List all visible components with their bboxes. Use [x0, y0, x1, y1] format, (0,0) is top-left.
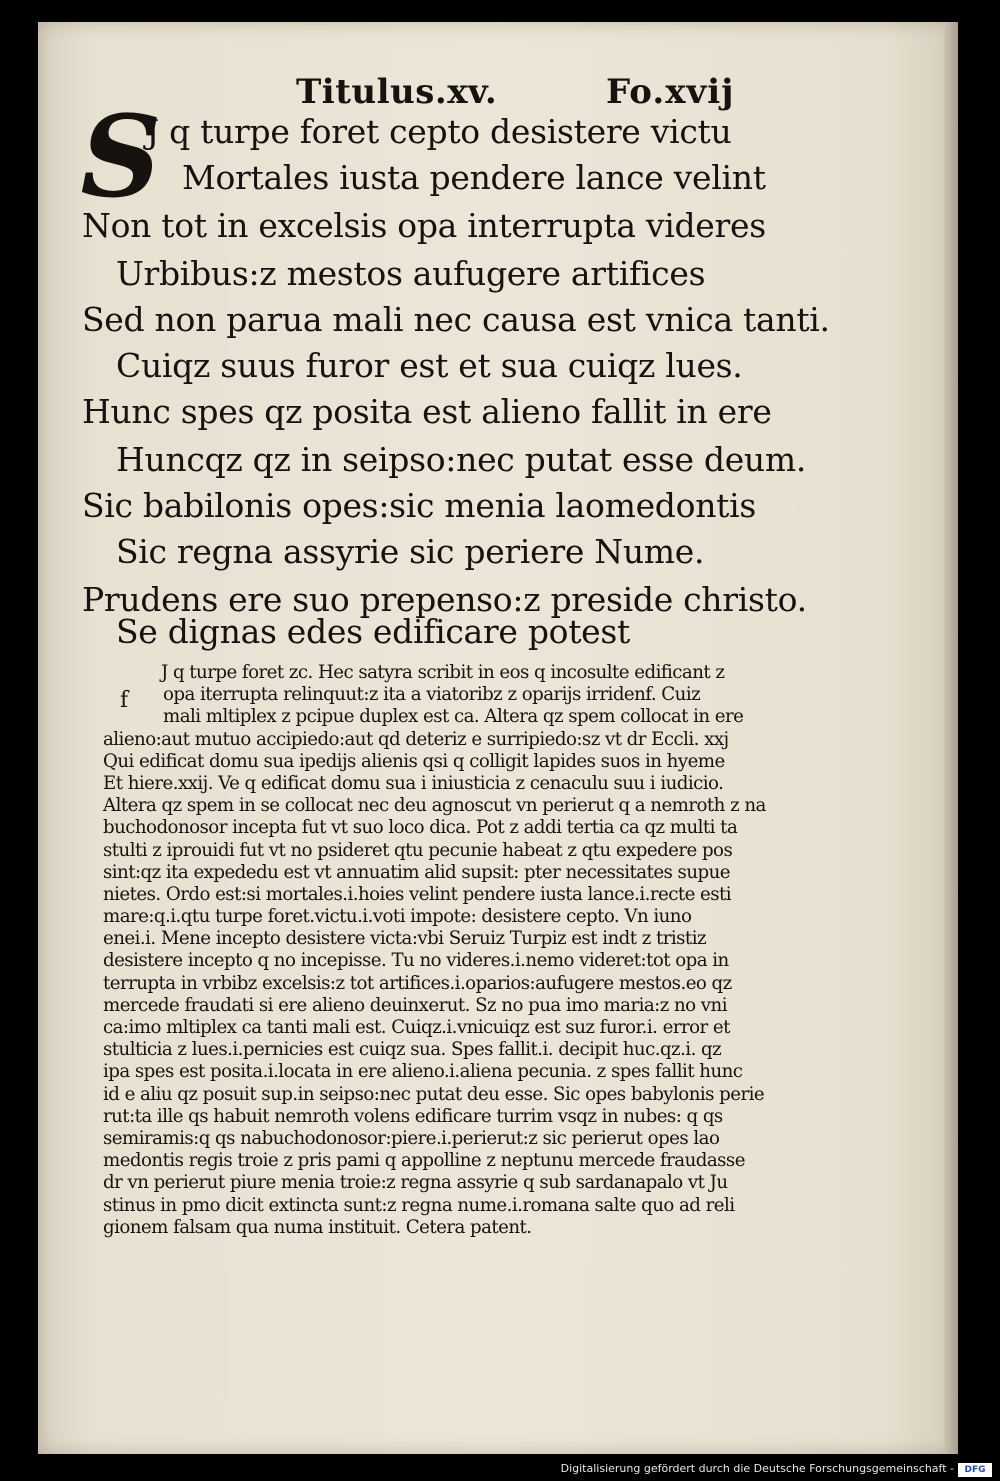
commentary-line: terrupta in vrbibz excelsis:z tot artifices.i.oparios:aufugere mestos.eo qz — [103, 972, 732, 994]
verse-line: J q turpe foret cepto desistere victu — [146, 112, 732, 151]
footer-bar — [0, 1460, 1000, 1481]
commentary-line: Et hiere.xxij. Ve q edificat domu sua i iniusticia z cenaculu suu i iudicio. — [103, 772, 724, 794]
commentary-line: opa iterrupta relinquut:z ita a viatoribz z oparijs irridenf. Cuiz — [163, 684, 701, 706]
commentary-line: J q turpe foret zc. Hec satyra scribit in eos q incosulte edificant z — [161, 662, 725, 683]
running-title: Titulus.xv. — [296, 72, 498, 112]
commentary-line: stulti z iprouidi fut vt no psideret qtu pecunie habeat z qtu expedere pos — [103, 839, 733, 861]
funding-credit: Digitalisierung gefördert durch die Deutsche Forschungsgemeinschaft - — [560, 1462, 954, 1475]
commentary-line: id e aliu qz posuit sup.in seipso:nec putat deu esse. Sic opes babylonis perie — [103, 1083, 765, 1105]
marginal-note: f — [120, 688, 129, 713]
verse-line: Sed non parua mali nec causa est vnica tanti. — [82, 300, 830, 339]
verse-line: Cuiqz suus furor est et sua cuiqz lues. — [116, 346, 743, 385]
verse-line: Prudens ere suo prepenso:z preside christo. — [82, 580, 807, 619]
commentary-line: enei.i. Mene incepto desistere victa:vbi Seruiz Turpiz est indt z tristiz — [103, 928, 706, 950]
commentary-line: Altera qz spem in se collocat nec deu agnoscut vn perierut q a nemroth z na — [103, 795, 766, 817]
verse-line: Sic regna assyrie sic periere Nume. — [116, 532, 705, 571]
commentary-line: alieno:aut mutuo accipiedo:aut qd deteriz e surripiedo:sz vt dr Eccli. xxj — [103, 728, 729, 750]
commentary-line: rut:ta ille qs habuit nemroth volens edificare turrim vsqz in nubes: q qs — [103, 1105, 723, 1127]
commentary-line: gionem falsam qua numa instituit. Cetera patent. — [103, 1216, 532, 1238]
commentary-line: buchodonosor incepta fut vt suo loco dica. Pot z addi tertia ca qz multi ta — [103, 817, 738, 839]
verse-line: Sic babilonis opes:sic menia laomedontis — [82, 486, 757, 525]
commentary-line: desistere incepto q no incepisse. Tu no videres.i.nemo videret:tot opa in — [103, 950, 729, 972]
commentary-line: mare:q.i.qtu turpe foret.victu.i.voti impote: desistere cepto. Vn iuno — [103, 906, 692, 928]
commentary-line: mercede fraudati si ere alieno deuinxerut. Sz no pua imo maria:z no vni — [103, 994, 727, 1016]
commentary-line: stulticia z lues.i.pernicies est cuiqz sua. Spes fallit.i. decipit huc.qz.i. qz — [103, 1039, 722, 1061]
commentary-line: dr vn perierut piure menia troie:z regna assyrie q sub sardanapalo vt Ju — [103, 1172, 728, 1194]
commentary-line: Qui edificat domu sua ipedijs alienis qsi q colligit lapides suos in hyeme — [103, 750, 725, 772]
verse-line: Huncqz qz in seipso:nec putat esse deum. — [116, 440, 807, 479]
commentary-block — [103, 662, 803, 1239]
folio-number: Fo.xvij — [606, 72, 735, 112]
commentary-line: mali mltiplex z pcipue duplex est ca. Altera qz spem collocat in ere — [163, 706, 744, 728]
verse-line: Hunc spes qz posita est alieno fallit in ere — [82, 392, 772, 431]
commentary-line: ca:imo mltiplex ca tanti mali est. Cuiqz.i.vnicuiqz est suz furor.i. error et — [103, 1017, 730, 1038]
drop-cap-initial: S — [80, 92, 162, 223]
commentary-line: medontis regis troie z pris pami q appolline z neptunu mercede fraudasse — [103, 1150, 745, 1172]
commentary-line: nietes. Ordo est:si mortales.i.hoies velint pendere iusta lance.i.recte esti — [103, 883, 732, 905]
verse-line: Mortales iusta pendere lance velint — [182, 158, 766, 197]
commentary-line: semiramis:q qs nabuchodonosor:piere.i.perierut:z sic perierut opes lao — [103, 1127, 720, 1149]
verse-line: Urbibus:z mestos aufugere artifices — [116, 254, 706, 293]
commentary-line: stinus in pmo dicit extincta sunt:z regna nume.i.romana salte quo ad reli — [103, 1194, 735, 1216]
dfg-logo[interactable]: DFG — [958, 1463, 992, 1477]
verse-line: Non tot in excelsis opa interrupta videres — [82, 206, 766, 245]
verse-line: Se dignas edes edificare potest — [116, 612, 630, 651]
commentary-line: ipa spes est posita.i.locata in ere alieno.i.aliena pecunia. z spes fallit hunc — [103, 1061, 743, 1083]
commentary-line: sint:qz ita expededu est vt annuatim alid supsit: pter necessitates supue — [103, 861, 730, 883]
